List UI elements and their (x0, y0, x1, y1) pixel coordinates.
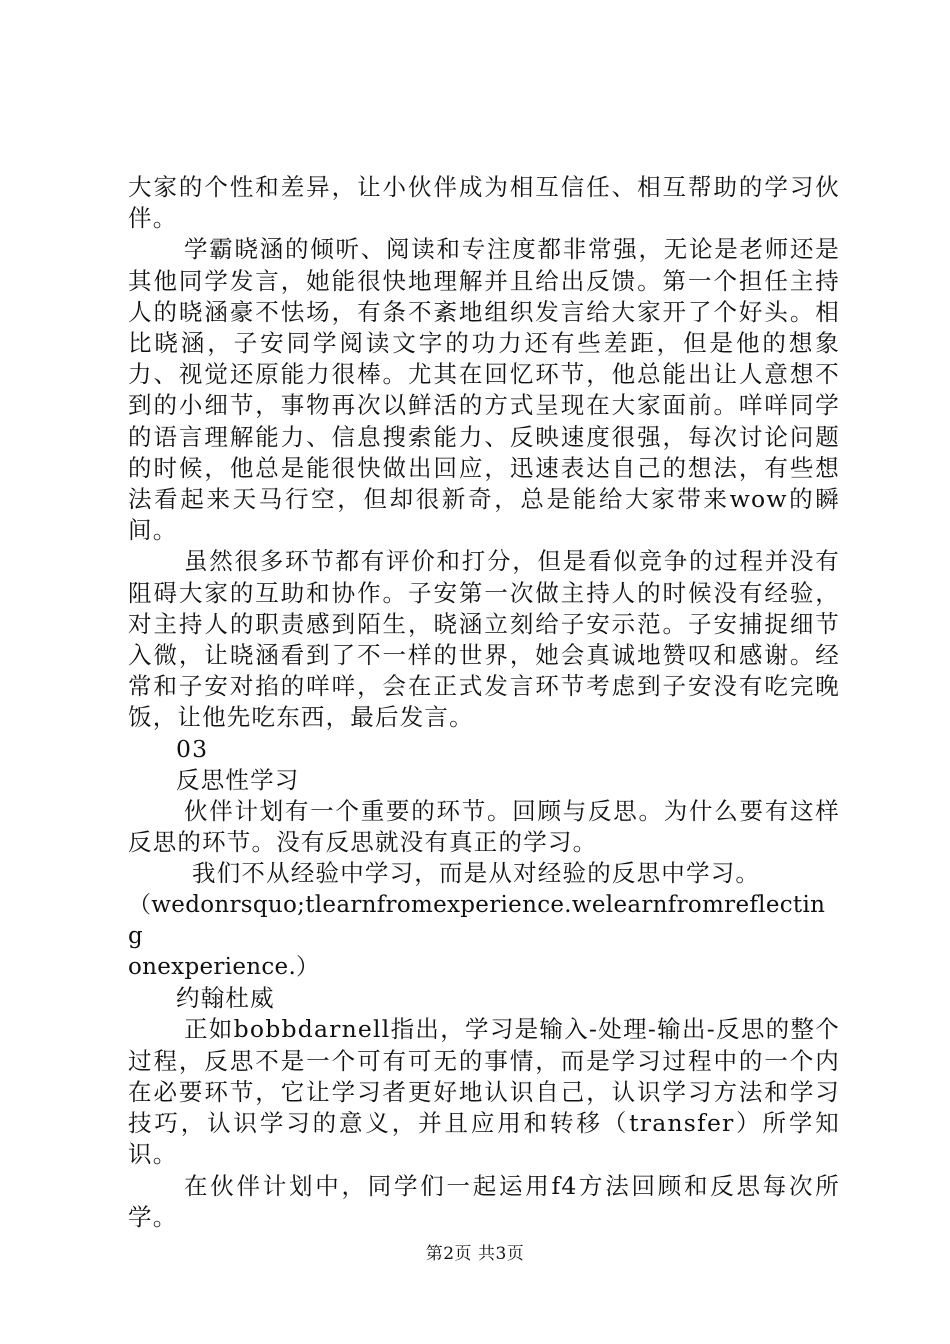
paragraph-5: 正如bobbdarnell指出，学习是输入-处理-输出-反思的整个过程，反思不是一个可有可无的事情，而是学习过程中的一个内在必要环节，它让学习者更好地认识自己，认识学习方法和学习技巧，认识学习的意义，并且应用和转移（transfer）所学知识。 (128, 1015, 840, 1169)
section-heading: 反思性学习 (176, 765, 300, 794)
quote-chinese: 我们不从经验中学习，而是从对经验的反思中学习。 (192, 859, 761, 888)
paragraph-4: 伙伴计划有一个重要的环节。回顾与反思。为什么要有这样反思的环节。没有反思就没有真正的学习。 (128, 797, 840, 857)
paragraph-3: 虽然很多环节都有评价和打分，但是看似竞争的过程并没有阻碍大家的互助和协作。子安第一次做主持人的时候没有经验，对主持人的职责感到陌生，晓涵立刻给子安示范。子安捕捉细节入微，让晓涵看到了不一样的世界，她会真诚地赞叹和感谢。经常和子安对掐的咩咩，会在正式发言环节考虑到子安没有吃完晚饭，让他先吃东西，最后发言。 (128, 547, 840, 732)
page-footer: 第2页 共3页 (425, 1244, 525, 1264)
paragraph-1: 大家的个性和差异，让小伙伴成为相互信任、相互帮助的学习伙伴。 (128, 173, 840, 233)
document-body (128, 172, 840, 1233)
paragraph-2: 学霸晓涵的倾听、阅读和专注度都非常强，无论是老师还是其他同学发言，她能很快地理解并且给出反馈。第一个担任主持人的晓涵豪不怯场，有条不紊地组织发言给大家开了个好头。相比晓涵，子安同学阅读文字的功力还有些差距，但是他的想象力、视觉还原能力很棒。尤其在回忆环节，他总能出让人意想不到的小细节，事物再次以鲜活的方式呈现在大家面前。咩咩同学的语言理解能力、信息搜索能力、反映速度很强，每次讨论问题的时候，他总是能很快做出回应，迅速表达自己的想法，有些想法看起来天马行空，但却很新奇，总是能给大家带来wow的瞬间。 (128, 235, 840, 545)
quote-english-line-2: onexperience.） (128, 954, 320, 981)
quote-attribution: 约翰杜威 (176, 984, 275, 1013)
quote-english-line-1: （wedonrsquo;tlearnfromexperience.welearnfromreflecting (128, 891, 826, 949)
paragraph-6: 在伙伴计划中，同学们一起运用f4方法回顾和反思每次所学。 (128, 1171, 840, 1231)
section-number: 03 (176, 734, 209, 763)
